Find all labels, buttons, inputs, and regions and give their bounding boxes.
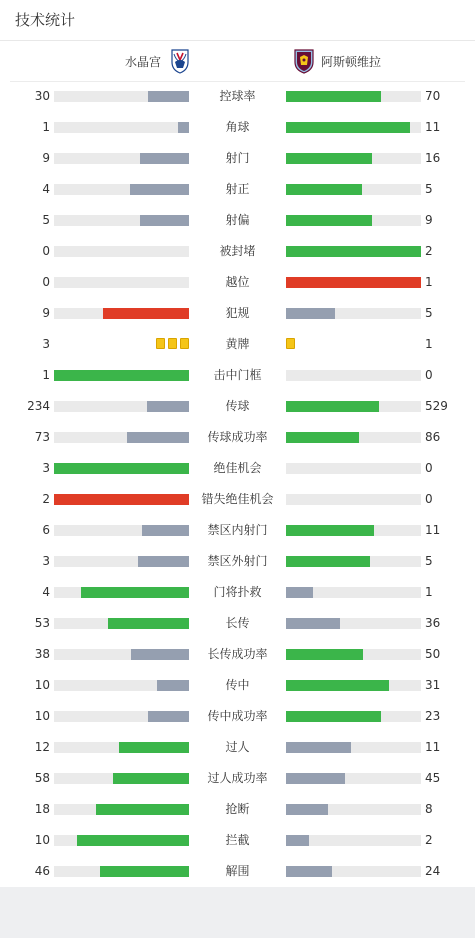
home-value: 9 bbox=[42, 151, 50, 165]
away-bar-track bbox=[286, 618, 421, 629]
away-bar bbox=[286, 91, 381, 102]
stat-row bbox=[0, 825, 475, 856]
away-bar bbox=[286, 680, 389, 691]
stat-row bbox=[0, 81, 475, 112]
away-value: 24 bbox=[425, 864, 441, 878]
away-value: 1 bbox=[425, 275, 433, 289]
away-value: 16 bbox=[425, 151, 441, 165]
away-bar bbox=[286, 122, 410, 133]
stat-label: 禁区外射门 bbox=[207, 554, 268, 568]
home-value: 73 bbox=[34, 430, 50, 444]
away-bar bbox=[286, 556, 370, 567]
away-bar-track bbox=[286, 835, 421, 846]
away-bar-track bbox=[286, 525, 421, 536]
stat-label: 抢断 bbox=[225, 802, 250, 816]
away-value: 86 bbox=[425, 430, 441, 444]
stat-label: 黄牌 bbox=[225, 337, 250, 351]
home-bar bbox=[54, 494, 189, 505]
away-bar-track bbox=[286, 401, 421, 412]
home-value: 3 bbox=[42, 461, 50, 475]
stat-label: 过人成功率 bbox=[207, 771, 268, 785]
home-bar bbox=[54, 370, 189, 381]
stat-label: 错失绝佳机会 bbox=[201, 492, 274, 506]
stat-label: 传球成功率 bbox=[207, 430, 268, 444]
home-bar-track bbox=[54, 153, 189, 164]
away-bar bbox=[286, 525, 374, 536]
home-value: 4 bbox=[42, 182, 50, 196]
home-bar-track bbox=[54, 401, 189, 412]
away-value: 1 bbox=[425, 337, 433, 351]
stat-label: 射门 bbox=[225, 151, 250, 165]
home-bar bbox=[140, 153, 189, 164]
away-value: 36 bbox=[425, 616, 441, 630]
away-value: 5 bbox=[425, 182, 433, 196]
home-bar-track bbox=[54, 184, 189, 195]
away-value: 5 bbox=[425, 554, 433, 568]
away-bar bbox=[286, 277, 421, 288]
home-value: 12 bbox=[34, 740, 50, 754]
away-value: 11 bbox=[425, 740, 441, 754]
away-bar-track bbox=[286, 246, 421, 257]
home-bar-track bbox=[54, 587, 189, 598]
away-bar-track bbox=[286, 711, 421, 722]
home-bar-track bbox=[54, 649, 189, 660]
away-value: 23 bbox=[425, 709, 441, 723]
stat-row bbox=[0, 856, 475, 887]
away-value: 70 bbox=[425, 89, 441, 103]
home-bar-track bbox=[54, 91, 189, 102]
stat-row bbox=[0, 763, 475, 794]
stat-row bbox=[0, 298, 475, 329]
stat-label: 长传 bbox=[225, 616, 250, 630]
stat-row bbox=[0, 205, 475, 236]
away-value: 50 bbox=[425, 647, 441, 661]
home-value: 10 bbox=[34, 833, 50, 847]
away-value: 1 bbox=[425, 585, 433, 599]
home-bar-track bbox=[54, 308, 189, 319]
home-value: 58 bbox=[34, 771, 50, 785]
away-bar bbox=[286, 804, 328, 815]
away-yellow-cards bbox=[286, 338, 295, 349]
home-bar bbox=[119, 742, 189, 753]
home-bar-track bbox=[54, 370, 189, 381]
home-bar-track bbox=[54, 866, 189, 877]
home-bar-track bbox=[54, 680, 189, 691]
home-bar bbox=[131, 649, 189, 660]
home-bar bbox=[81, 587, 189, 598]
stat-row bbox=[0, 577, 475, 608]
stat-row bbox=[0, 608, 475, 639]
home-value: 3 bbox=[42, 554, 50, 568]
home-bar-track bbox=[54, 556, 189, 567]
stat-row bbox=[0, 484, 475, 515]
home-value: 6 bbox=[42, 523, 50, 537]
away-value: 8 bbox=[425, 802, 433, 816]
away-value: 11 bbox=[425, 120, 441, 134]
away-bar-track bbox=[286, 866, 421, 877]
away-bar bbox=[286, 401, 379, 412]
stat-row bbox=[0, 422, 475, 453]
stat-row bbox=[0, 639, 475, 670]
stat-label: 越位 bbox=[225, 275, 250, 289]
away-bar-track bbox=[286, 122, 421, 133]
stat-row bbox=[0, 236, 475, 267]
stat-row bbox=[0, 143, 475, 174]
stat-label: 击中门框 bbox=[213, 368, 262, 382]
away-bar bbox=[286, 649, 363, 660]
home-value: 38 bbox=[34, 647, 50, 661]
away-bar bbox=[286, 866, 332, 877]
stat-row bbox=[0, 112, 475, 143]
home-bar bbox=[178, 122, 189, 133]
stat-label: 门将扑救 bbox=[213, 585, 262, 599]
home-value: 2 bbox=[42, 492, 50, 506]
away-team-name: 阿斯顿维拉 bbox=[321, 54, 382, 69]
home-bar-track bbox=[54, 773, 189, 784]
yellow-card-icon bbox=[156, 338, 165, 349]
home-value: 10 bbox=[34, 709, 50, 723]
home-bar-track bbox=[54, 618, 189, 629]
yellow-card-icon bbox=[168, 338, 177, 349]
away-bar bbox=[286, 618, 340, 629]
away-bar-track bbox=[286, 587, 421, 598]
home-bar bbox=[113, 773, 189, 784]
away-bar-track bbox=[286, 804, 421, 815]
home-yellow-cards bbox=[156, 338, 189, 349]
away-bar bbox=[286, 835, 309, 846]
home-bar-track bbox=[54, 494, 189, 505]
away-bar-track bbox=[286, 370, 421, 381]
stat-label: 传球 bbox=[225, 399, 250, 413]
stat-row bbox=[0, 701, 475, 732]
home-team-name: 水晶宫 bbox=[125, 54, 162, 69]
away-bar-track bbox=[286, 680, 421, 691]
section-title: 技术统计 bbox=[0, 0, 475, 41]
home-bar bbox=[147, 401, 189, 412]
yellow-card-icon bbox=[180, 338, 189, 349]
home-bar-track bbox=[54, 432, 189, 443]
stat-row bbox=[0, 670, 475, 701]
away-bar bbox=[286, 432, 359, 443]
away-bar bbox=[286, 587, 313, 598]
home-bar-track bbox=[54, 711, 189, 722]
away-value: 0 bbox=[425, 368, 433, 382]
stat-row bbox=[0, 391, 475, 422]
away-bar bbox=[286, 153, 372, 164]
away-bar-track bbox=[286, 432, 421, 443]
home-bar bbox=[148, 91, 189, 102]
home-bar bbox=[140, 215, 189, 226]
home-value: 5 bbox=[42, 213, 50, 227]
home-bar-track bbox=[54, 277, 189, 288]
stat-label: 拦截 bbox=[225, 833, 250, 847]
home-bar-track bbox=[54, 804, 189, 815]
stat-row bbox=[0, 546, 475, 577]
stat-row bbox=[0, 515, 475, 546]
away-value: 2 bbox=[425, 833, 433, 847]
home-bar bbox=[148, 711, 189, 722]
home-bar bbox=[130, 184, 189, 195]
away-bar-track bbox=[286, 556, 421, 567]
home-value: 1 bbox=[42, 120, 50, 134]
teams-header bbox=[10, 41, 465, 82]
away-team[interactable] bbox=[293, 41, 381, 81]
away-bar-track bbox=[286, 215, 421, 226]
home-value: 234 bbox=[27, 399, 50, 413]
home-bar-track bbox=[54, 246, 189, 257]
away-value: 0 bbox=[425, 461, 433, 475]
stat-row bbox=[0, 174, 475, 205]
home-team[interactable] bbox=[125, 41, 191, 81]
away-bar-track bbox=[286, 742, 421, 753]
stat-row bbox=[0, 267, 475, 298]
away-bar bbox=[286, 773, 345, 784]
stat-label: 被封堵 bbox=[219, 244, 256, 258]
away-bar-track bbox=[286, 308, 421, 319]
stat-label: 禁区内射门 bbox=[207, 523, 268, 537]
away-bar bbox=[286, 308, 335, 319]
home-value: 18 bbox=[34, 802, 50, 816]
away-bar bbox=[286, 711, 381, 722]
home-value: 1 bbox=[42, 368, 50, 382]
stat-label: 传中 bbox=[225, 678, 250, 692]
away-bar bbox=[286, 184, 362, 195]
home-value: 10 bbox=[34, 678, 50, 692]
home-value: 3 bbox=[42, 337, 50, 351]
stat-row bbox=[0, 329, 475, 360]
yellow-card-icon bbox=[286, 338, 295, 349]
home-bar-track bbox=[54, 463, 189, 474]
stat-row bbox=[0, 794, 475, 825]
home-bar-track bbox=[54, 742, 189, 753]
home-bar bbox=[138, 556, 189, 567]
away-bar-track bbox=[286, 91, 421, 102]
home-value: 46 bbox=[34, 864, 50, 878]
stat-label: 射偏 bbox=[225, 213, 250, 227]
away-value: 11 bbox=[425, 523, 441, 537]
home-bar bbox=[108, 618, 189, 629]
stat-label: 绝佳机会 bbox=[213, 461, 262, 475]
stat-label: 传中成功率 bbox=[207, 709, 268, 723]
away-value: 2 bbox=[425, 244, 433, 258]
away-bar-track bbox=[286, 153, 421, 164]
away-value: 9 bbox=[425, 213, 433, 227]
crystal-palace-logo-icon bbox=[169, 48, 191, 74]
home-value: 9 bbox=[42, 306, 50, 320]
stat-label: 解围 bbox=[225, 864, 250, 878]
away-bar-track bbox=[286, 773, 421, 784]
away-bar-track bbox=[286, 277, 421, 288]
away-bar-track bbox=[286, 494, 421, 505]
home-bar-track bbox=[54, 835, 189, 846]
stat-row bbox=[0, 453, 475, 484]
home-value: 0 bbox=[42, 244, 50, 258]
stat-row bbox=[0, 732, 475, 763]
away-value: 5 bbox=[425, 306, 433, 320]
away-bar bbox=[286, 742, 351, 753]
away-bar bbox=[286, 215, 372, 226]
away-bar bbox=[286, 246, 421, 257]
stat-row bbox=[0, 360, 475, 391]
home-bar bbox=[103, 308, 189, 319]
home-bar bbox=[96, 804, 189, 815]
home-bar bbox=[127, 432, 189, 443]
away-value: 31 bbox=[425, 678, 441, 692]
home-value: 0 bbox=[42, 275, 50, 289]
away-value: 0 bbox=[425, 492, 433, 506]
home-bar bbox=[100, 866, 189, 877]
stat-label: 控球率 bbox=[219, 89, 256, 103]
aston-villa-logo-icon bbox=[293, 48, 315, 74]
away-bar-track bbox=[286, 649, 421, 660]
away-value: 529 bbox=[425, 399, 448, 413]
stat-label: 犯规 bbox=[225, 306, 250, 320]
home-bar-track bbox=[54, 215, 189, 226]
home-bar bbox=[54, 463, 189, 474]
home-bar-track bbox=[54, 122, 189, 133]
away-bar-track bbox=[286, 463, 421, 474]
away-value: 45 bbox=[425, 771, 441, 785]
stat-label: 过人 bbox=[225, 740, 250, 754]
stats-table bbox=[0, 81, 475, 887]
stat-label: 长传成功率 bbox=[207, 647, 268, 661]
stat-label: 射正 bbox=[225, 182, 250, 196]
home-bar bbox=[142, 525, 189, 536]
away-bar-track bbox=[286, 184, 421, 195]
home-bar bbox=[77, 835, 189, 846]
home-bar-track bbox=[54, 525, 189, 536]
home-value: 30 bbox=[34, 89, 50, 103]
home-value: 4 bbox=[42, 585, 50, 599]
stat-label: 角球 bbox=[225, 120, 250, 134]
home-value: 53 bbox=[34, 616, 50, 630]
home-bar bbox=[157, 680, 189, 691]
